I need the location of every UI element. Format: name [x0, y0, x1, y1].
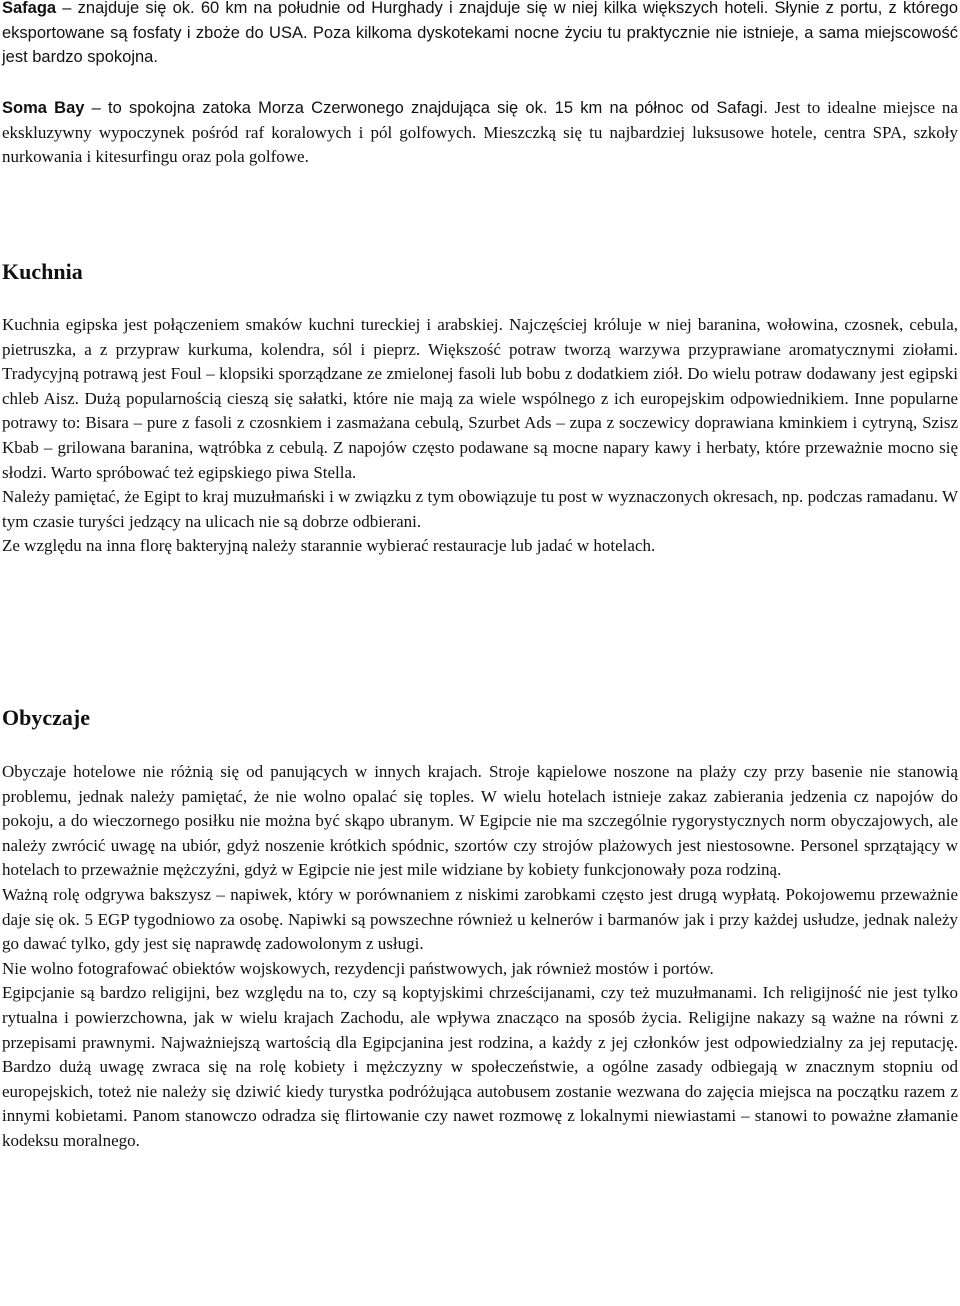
soma-bay-text-sans: – to spokojna zatoka Morza Czerwonego znajdująca się ok. 15 km na północ od Safagi.: [84, 99, 768, 117]
kuchnia-heading: Kuchnia: [2, 259, 83, 284]
soma-bay-paragraph: [2, 96, 958, 170]
kuchnia-section: [2, 313, 958, 559]
obyczaje-section: [2, 760, 958, 1154]
kuchnia-paragraph-2: Należy pamiętać, że Egipt to kraj muzułmański i w związku z tym obowiązuje tu post w wyznaczonych okresach, np. podczas ramadanu. W tym czasie turyści jedzący na ulicach nie są dobrze odbierani.: [2, 487, 958, 531]
obyczaje-heading: Obyczaje: [2, 705, 90, 730]
safaga-paragraph: [2, 0, 958, 70]
soma-bay-term: Soma Bay: [2, 99, 85, 117]
obyczaje-paragraph-4: Egipcjanie są bardzo religijni, bez względu na to, czy są koptyjskimi chrześcijanami, czy też muzułmanami. Ich religijność nie jest tylko rytualna i powierzchowna, jak w wielu krajach Zachodu, ale wpływa znacząco na sposób życia. Religijne nakazy są ważne na równi z przepisami prawnymi. Najważniejszą wartością dla Egipcjanina jest rodzina, a każdy z jej członków jest odpowiedzialny za jej reputację. Bardzo dużą uwagę zwraca się na rolę kobiety i mężczyzny w społeczeństwie, a ogólne zasady odbiegają w znacznym stopniu od europejskich, toteż nie należy się dziwić kiedy turystka podróżująca autobusem zostanie wezwana do zajęcia miejsca na początku razem z innymi kobietami. Panom stanowczo odradza się flirtowanie czy nawet rozmowę z lokalnymi niewiastami – stanowi to poważne złamanie kodeksu moralnego.: [2, 983, 958, 1150]
kuchnia-paragraph-3: Ze względu na inna florę bakteryjną należy starannie wybierać restauracje lub jadać w hotelach.: [2, 536, 656, 556]
safaga-term: Safaga: [2, 0, 57, 17]
obyczaje-paragraph-1: Obyczaje hotelowe nie różnią się od panujących w innych krajach. Stroje kąpielowe noszone na plaży czy przy basenie nie stanowią problemu, jednak należy pamiętać, że nie wolno opalać się toples. W wielu hotelach istnieje zakaz zabierania jedzenia cz napojów do pokoju, a do wieczornego posiłku nie można być skąpo ubranym. W Egipcie nie ma szczególnie rygorystycznych norm obyczajowych, ale należy zwrócić uwagę na ubiór, gdyż noszenie krótkich spódnic, szortów czy strojów plażowych jest niestosowne. Personel sprzątający w hotelach to przeważnie mężczyźni, gdyż w Egipcie nie jest mile widziane by kobiety funkcjonowały poza rodziną.: [2, 762, 958, 880]
obyczaje-paragraph-3: Nie wolno fotografować obiektów wojskowych, rezydencji państwowych, jak również mostów i portów.: [2, 958, 714, 978]
kuchnia-paragraph-1: Kuchnia egipska jest połączeniem smaków kuchni tureckiej i arabskiej. Najczęściej króluje w niej baranina, wołowina, czosnek, cebula, pietruszka, a z przypraw kurkuma, kolendra, sól i pieprz. Większość potraw tworzą warzywa przyprawiane aromatycznymi ziołami. Tradycyjną potrawą jest Foul – klopsiki sporządzane ze zmielonej fasoli lub bobu z dodatkiem ziół. Do wielu potraw dodawany jest egipski chleb Aisz. Dużą popularnością cieszą się sałatki, które nie mają za wiele wspólnego z ich europejskim odpowiednikiem. Inne popularne potrawy to: Bisara – pure z fasoli z czosnkiem i zasmażana cebulą, Szurbet Ads – zupa z soczewicy doprawiana kminkiem i cytryną, Szisz Kbab – grilowana baranina, wątróbka z cebulą. Z napojów często podawane są mocne napary kawy i herbaty, które przeważnie mocno się słodzi. Warto spróbować też egipskiego piwa Stella.: [2, 315, 958, 482]
obyczaje-paragraph-2: Ważną rolę odgrywa bakszysz – napiwek, który w porównaniem z niskimi zarobkami często jest drugą wypłatą. Pokojowemu przeważnie daje się ok. 5 EGP tygodniowo za osobę. Napiwki są powszechne również u kelnerów i barmanów jak i przy każdej usłudze, jednak należy go dawać tylko, gdy jest się naprawdę zadowolonym z usługi.: [2, 884, 958, 954]
safaga-text: – znajduje się ok. 60 km na południe od Hurghady i znajduje się w niej kilka większych hoteli. Słynie z portu, z którego eksportowane są fosfaty i zboże do USA. Poza kilkoma dyskotekami nocne życiu tu praktycznie nie istnieje, a sama miejscowość jest bardzo spokojna.: [2, 0, 958, 67]
soma-bay-text: Jest to idealne miejsce na ekskluzywny wypoczynek pośród raf koralowych i pól golfowych. Mieszczką się tu najbardziej luksusowe hotele, centra SPA, szkoły nurkowania i kitesurfingu oraz pola golfowe.: [2, 98, 958, 167]
